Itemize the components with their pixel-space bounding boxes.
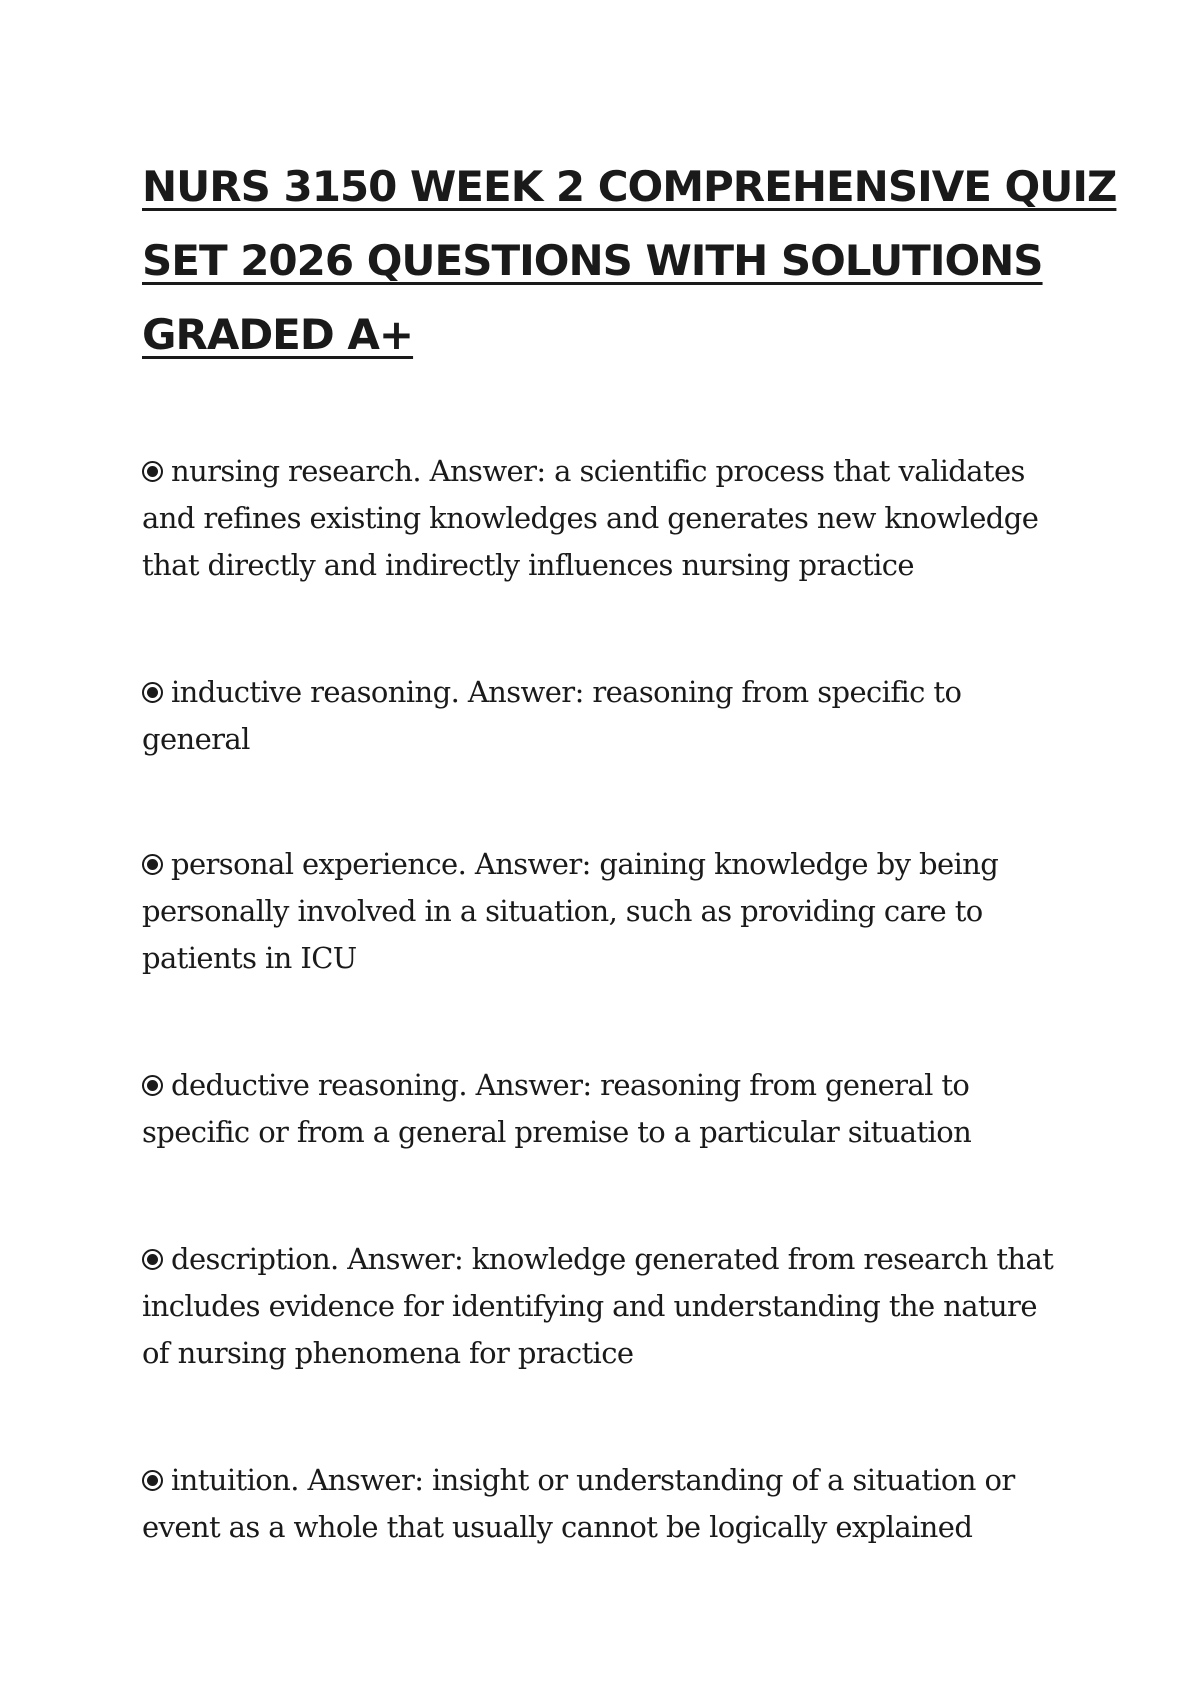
title-line: SET 2026 QUESTIONS WITH SOLUTIONS — [142, 236, 1043, 285]
item-text: personal experience. Answer: gaining knowledge by being personally involved in a situation, such as providing care to patients in ICU — [142, 847, 999, 975]
bullet-icon — [142, 461, 163, 482]
list-item — [142, 1062, 1072, 1156]
item-text: intuition. Answer: insight or understanding of a situation or event as a whole that usually cannot be logically explained — [142, 1463, 1015, 1544]
bullet-icon — [142, 682, 163, 703]
item-text: inductive reasoning. Answer: reasoning from specific to general — [142, 675, 962, 756]
list-item — [142, 841, 1072, 982]
list-item — [142, 669, 1072, 763]
title-line: GRADED A+ — [142, 310, 414, 359]
list-item — [142, 448, 1072, 589]
document-title — [142, 150, 1117, 372]
bullet-icon — [142, 854, 163, 875]
item-text: deductive reasoning. Answer: reasoning from general to specific or from a general premise to a particular situation — [142, 1068, 972, 1149]
list-item — [142, 1457, 1072, 1551]
item-text: description. Answer: knowledge generated from research that includes evidence for identifying and understanding the nature of nursing phenomena for practice — [142, 1242, 1054, 1370]
list-item — [142, 1236, 1072, 1377]
question-list — [142, 448, 1072, 1551]
bullet-icon — [142, 1075, 163, 1096]
item-text: nursing research. Answer: a scientific process that validates and refines existing knowledges and generates new knowledge that directly and indirectly influences nursing practice — [142, 454, 1039, 582]
bullet-icon — [142, 1470, 163, 1491]
title-line: NURS 3150 WEEK 2 COMPREHENSIVE QUIZ — [142, 162, 1117, 211]
bullet-icon — [142, 1249, 163, 1270]
